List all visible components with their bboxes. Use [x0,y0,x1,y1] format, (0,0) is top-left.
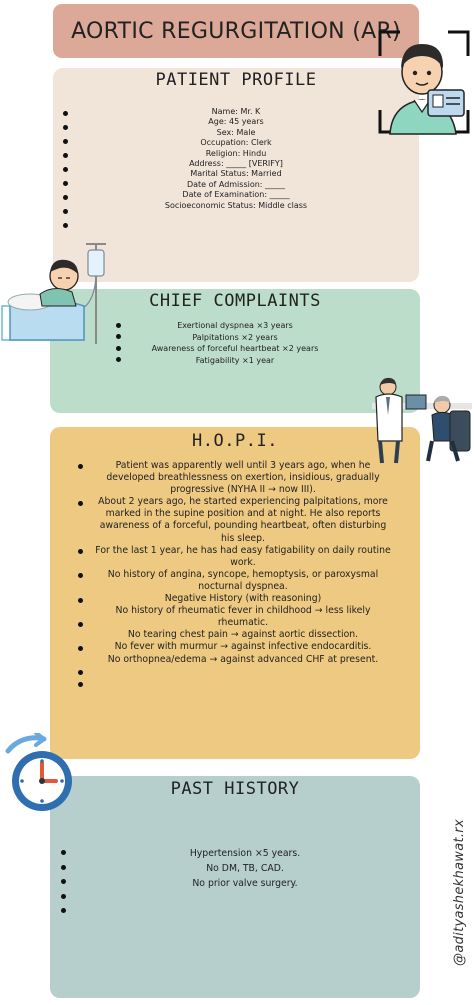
bullet [63,111,68,116]
complaint-line: Fatigability ×1 year [195,355,275,365]
bullet [63,153,68,158]
bullet [63,209,68,214]
hopi-line: work. [230,556,256,568]
bullet [61,865,66,870]
profile-line: Occupation: Clerk [200,138,272,148]
bullet [78,646,83,651]
bullet [63,223,68,228]
bullet [63,195,68,200]
hopi-line: No tearing chest pain → against aortic dissection. [127,629,359,641]
doctor-consultation-icon [372,375,472,465]
doctor-avatar-icon [376,26,472,138]
bullet [61,879,66,884]
profile-line: Marital Status: Married [190,169,282,179]
clock-icon [0,733,80,813]
hopi-line: No history of angina, syncope, hemoptysis, or paroxysmal [107,568,379,580]
past-history-lines [70,846,420,891]
chief-complaints-heading: CHIEF COMPLAINTS [149,291,321,311]
past-line: No DM, TB, CAD. [206,863,284,874]
hopi-heading: H.O.P.I. [192,431,278,451]
bullet [63,125,68,130]
author-handle-text: @adityashekhawat.rx [451,819,467,966]
profile-line: Sex: Male [216,127,256,137]
hopi-line: No fever with murmur → against infective endocarditis. [114,641,372,653]
profile-line: Name: Mr. K [211,107,261,116]
profile-line: Address: _____ [VERIFY] [189,159,283,169]
past-history-heading: PAST HISTORY [170,779,300,799]
profile-line: Religion: Hindu [205,148,267,158]
hopi-line: nocturnal dyspnea. [198,580,288,592]
past-line: Hypertension ×5 years. [189,848,301,859]
bullet [63,167,68,172]
profile-line: Date of Admission: _____ [186,179,286,189]
bullet [61,894,66,899]
patient-profile-lines [53,107,419,211]
hopi-card [50,427,420,759]
bullet [78,549,83,554]
page-title: AORTIC REGURGITATION (AR) [71,18,401,44]
bullet [63,139,68,144]
hopi-line: his sleep. [221,532,265,544]
bullet [78,464,83,469]
hopi-line: awareness of a forceful, pounding heartbeat, often disturbing [99,520,387,532]
past-history-card [50,776,420,998]
profile-line: Date of Examination: _____ [182,190,290,200]
bullet [116,346,121,351]
bullet [116,357,121,362]
bullet [78,622,83,627]
hopi-lines [66,460,420,666]
profile-line: Age: 45 years [208,117,264,127]
bullet [78,670,83,675]
bullet [78,682,83,687]
bullet [78,573,83,578]
profile-line: Socioeconomic Status: Middle class [164,200,308,210]
hopi-line: Negative History (with reasoning) [164,593,322,605]
bullet [61,908,66,913]
hopi-line: Patient was apparently well until 3 years ago, when he [115,460,371,471]
hopi-line: No orthopnea/edema → against advanced CHF at present. [107,653,379,665]
hopi-line: rheumatic. [217,617,269,629]
past-line: No prior valve surgery. [192,878,298,889]
hopi-line: No history of rheumatic fever in childhood → less likely [115,605,371,617]
hopi-line: About 2 years ago, he started experiencing palpitations, more [98,496,388,508]
bullet [63,181,68,186]
patient-profile-heading: PATIENT PROFILE [155,70,317,90]
complaint-line: Awareness of forceful heartbeat ×2 years [151,344,319,353]
hopi-line: For the last 1 year, he has had easy fatigability on daily routine [95,544,391,556]
title-banner [53,4,419,58]
hopi-line: progressive (NYHA II → now III). [170,484,316,496]
patient-in-bed-icon [0,240,112,352]
bullet [61,850,66,855]
bullet [116,334,121,339]
bullet [116,323,121,328]
author-handle [447,790,471,995]
hopi-line: marked in the supine position and at night. He also reports [105,508,381,520]
complaint-line: Exertional dyspnea ×3 years [177,321,293,330]
hopi-line: developed breathlessness on exertion, insidious, gradually [106,472,380,484]
complaint-line: Palpitations ×2 years [192,332,278,342]
bullet [78,598,83,603]
bullet [78,501,83,506]
